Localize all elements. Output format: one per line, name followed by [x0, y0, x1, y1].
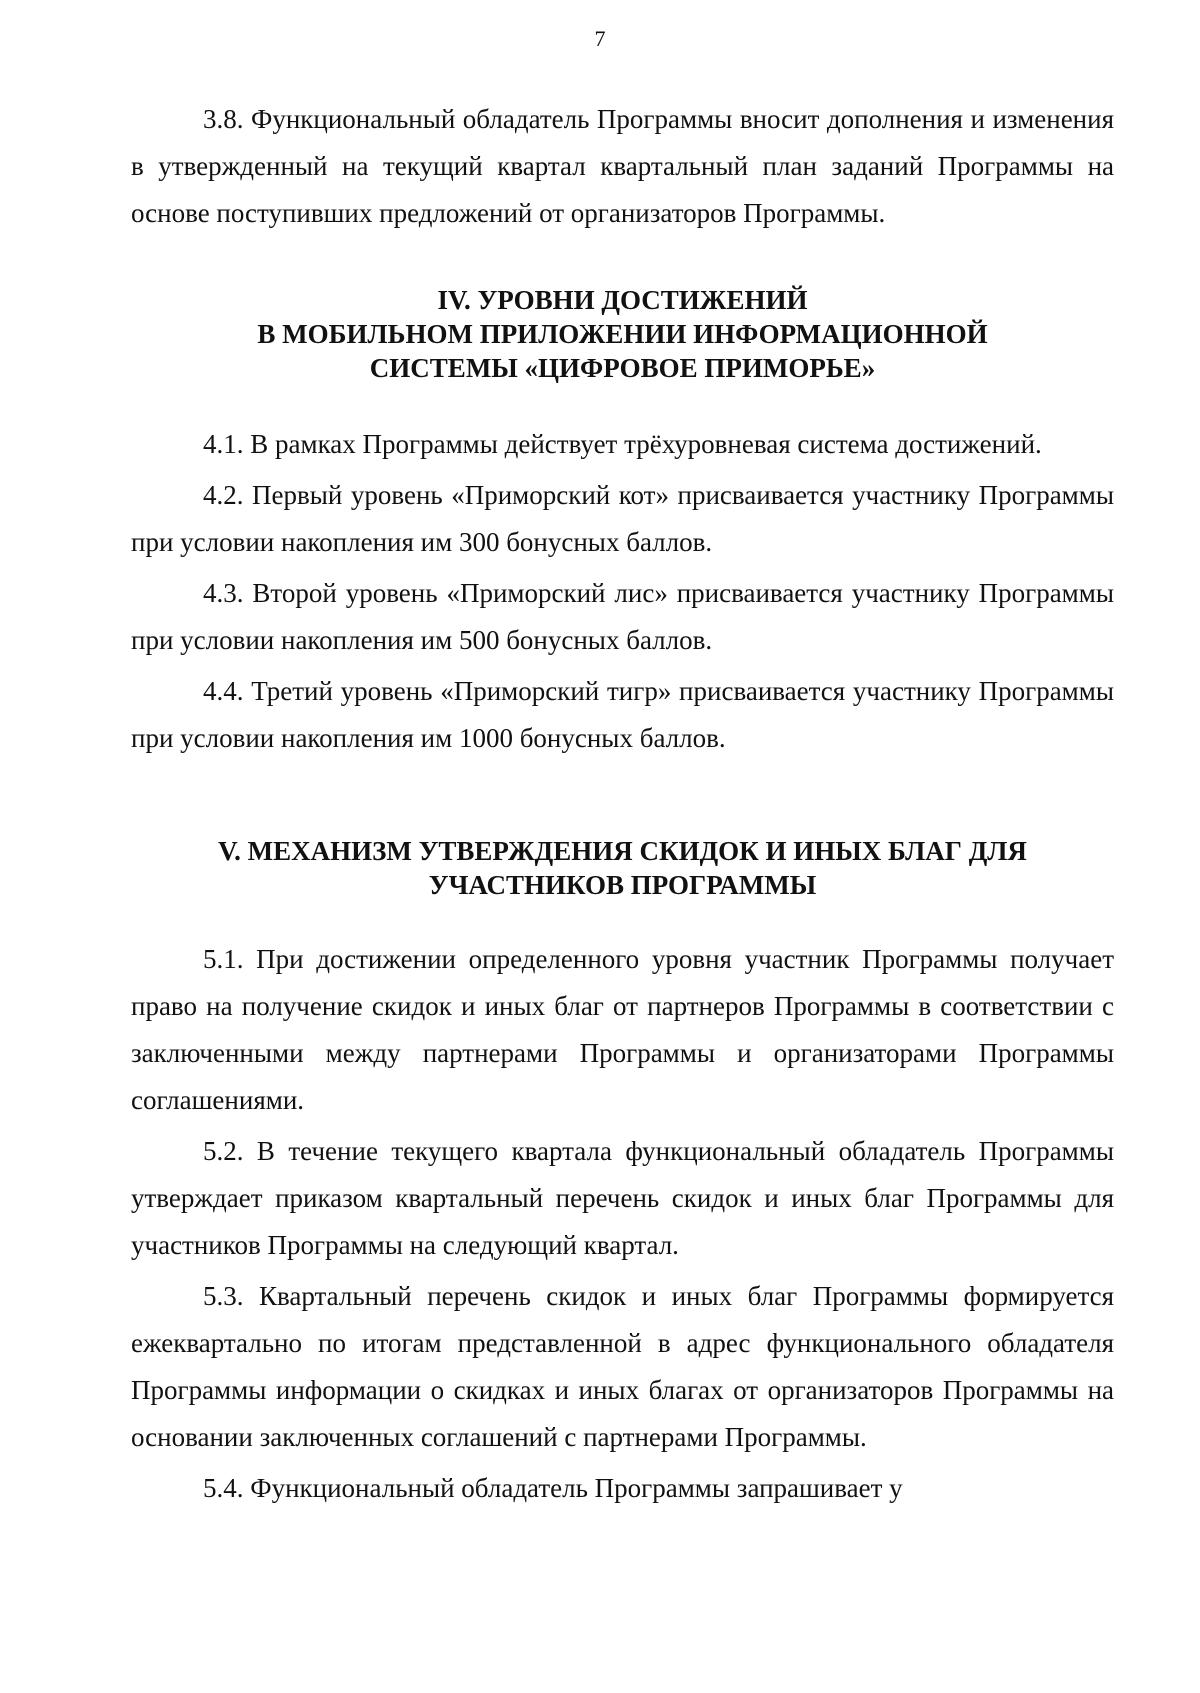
paragraph-5-4: 5.4. Функциональный обладатель Программы запрашивает у: [203, 1473, 903, 1503]
section-5-heading-line: V. МЕХАНИЗМ УТВЕРЖДЕНИЯ СКИДОК И ИНЫХ БЛАГ ДЛЯ: [218, 836, 1027, 866]
section-4-heading-line: В МОБИЛЬНОМ ПРИЛОЖЕНИИ ИНФОРМАЦИОННОЙ: [257, 319, 988, 349]
section-4-heading-line: СИСТЕМЫ «ЦИФРОВОЕ ПРИМОРЬЕ»: [369, 353, 876, 383]
page-number: 7: [594, 26, 606, 51]
paragraph-4-3: 4.3. Второй уровень «Приморский лис» присваивается участнику Программы при условии накопления им 500 бонусных баллов.: [131, 578, 1114, 655]
section-5-heading-line: УЧАСТНИКОВ ПРОГРАММЫ: [428, 870, 817, 900]
section-5-heading: [131, 834, 1114, 902]
document-body: [131, 96, 1114, 1512]
paragraph-4-4: 4.4. Третий уровень «Приморский тигр» присваивается участнику Программы при условии накопления им 1000 бонусных баллов.: [131, 676, 1114, 753]
paragraph-4-2: 4.2. Первый уровень «Приморский кот» присваивается участнику Программы при условии накопления им 300 бонусных баллов.: [131, 480, 1114, 557]
section-4-heading-line: IV. УРОВНИ ДОСТИЖЕНИЙ: [437, 285, 808, 315]
paragraph-5-2: 5.2. В течение текущего квартала функциональный обладатель Программы утверждает приказом квартальный перечень скидок и иных благ Программы для участников Программы на следующий квартал.: [131, 1136, 1114, 1260]
paragraph-3-8: 3.8. Функциональный обладатель Программы вносит дополнения и изменения в утвержденный на текущий квартал квартальный план заданий Программы на основе поступивших предложений от организаторов Программы.: [131, 104, 1114, 228]
section-4-heading: [131, 283, 1114, 385]
paragraph-5-1: 5.1. При достижении определенного уровня участник Программы получает право на получение скидок и иных благ от партнеров Программы в соответствии с заключенными между партнерами Программы и организаторами Программы соглашениями.: [131, 944, 1114, 1115]
paragraph-5-3: 5.3. Квартальный перечень скидок и иных благ Программы формируется ежеквартально по итогам представленной в адрес функционального обладателя Программы информации о скидках и иных благах от организаторов Программы на основании заключенных соглашений с партнерами Программы.: [131, 1281, 1114, 1452]
paragraph-4-1: 4.1. В рамках Программы действует трёхуровневая система достижений.: [203, 429, 1042, 459]
